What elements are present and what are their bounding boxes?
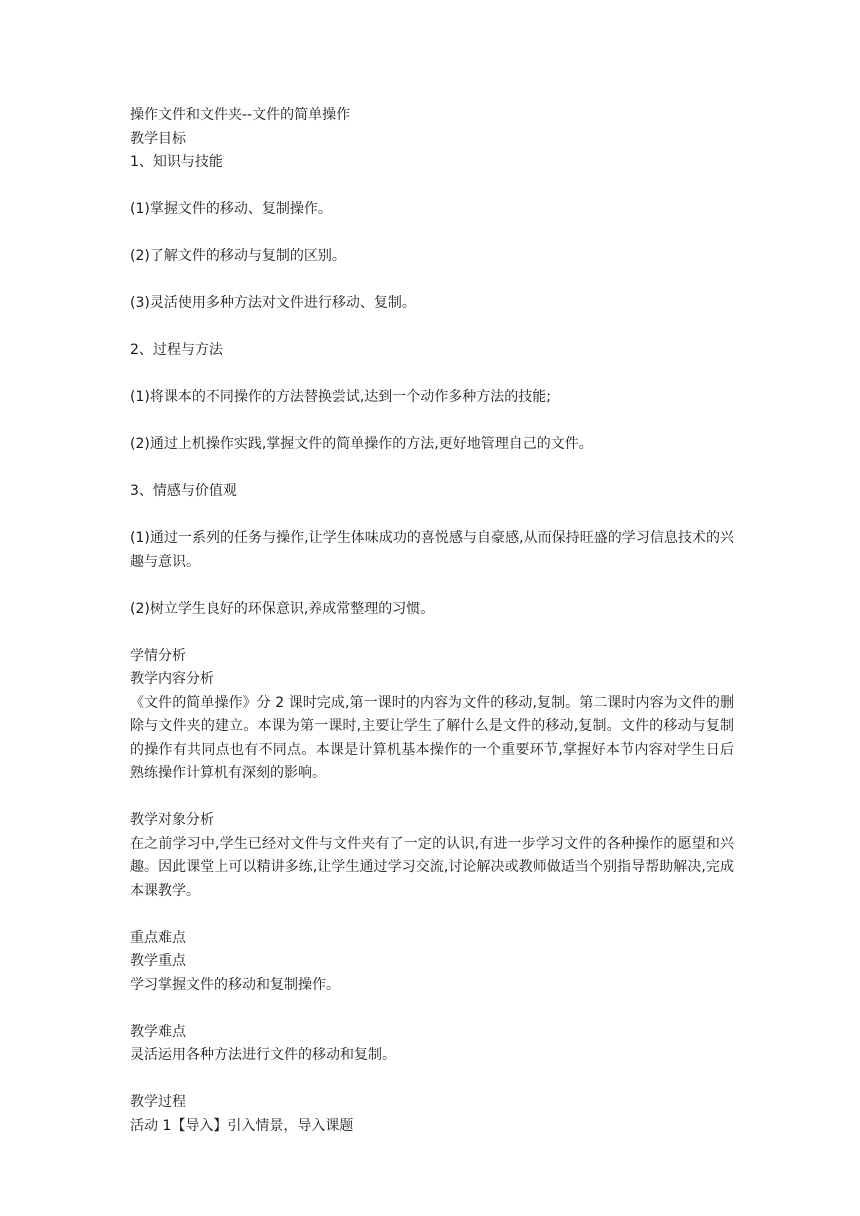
blank-line xyxy=(130,504,734,528)
blank-line xyxy=(130,363,734,387)
section-heading-process: 教学过程 xyxy=(130,1094,186,1110)
blank-line xyxy=(130,574,734,598)
blank-line xyxy=(130,903,734,927)
blank-line xyxy=(130,269,734,293)
object-analysis-paragraph: 在之前学习中,学生已经对文件与文件夹有了一定的认识,有进一步学习文件的各种操作的愿望和兴趣。因此课堂上可以精讲多练,让学生通过学习交流,讨论解决或教师做适当个别指导帮助解决,完成本课教学。 xyxy=(130,835,734,899)
document-title: 操作文件和文件夹--文件的简单操作 xyxy=(130,107,351,123)
goal-item: (1)通过一系列的任务与操作,让学生体味成功的喜悦感与自豪感,从而保持旺盛的学习信息技术的兴趣与意识。 xyxy=(130,530,734,570)
subsection-heading-difficulty: 教学难点 xyxy=(130,1023,186,1040)
subsection-heading-content-analysis: 教学内容分析 xyxy=(130,671,214,687)
blank-line xyxy=(130,1068,734,1092)
subsection-heading-emotion-values: 3、情感与价值观 xyxy=(130,483,237,499)
goal-item: (2)通过上机操作实践,掌握文件的简单操作的方法,更好地管理自己的文件。 xyxy=(130,436,593,452)
difficulty-text: 灵活运用各种方法进行文件的移动和复制。 xyxy=(130,1047,396,1063)
blank-line xyxy=(130,175,734,199)
focus-text: 学习掌握文件的移动和复制操作。 xyxy=(130,976,340,993)
blank-line xyxy=(130,786,734,810)
subsection-heading-focus: 教学重点 xyxy=(130,953,186,969)
goal-item: (1)掌握文件的移动、复制操作。 xyxy=(130,201,332,217)
goal-item: (1)将课本的不同操作的方法替换尝试,达到一个动作多种方法的技能; xyxy=(130,389,551,405)
blank-line xyxy=(130,222,734,246)
subsection-heading-object-analysis: 教学对象分析 xyxy=(130,812,214,828)
blank-line xyxy=(130,997,734,1021)
section-heading-keypoints: 重点难点 xyxy=(130,929,186,946)
document-page xyxy=(130,104,734,1138)
section-heading-analysis: 学情分析 xyxy=(130,647,186,664)
goal-item: (2)树立学生良好的环保意识,养成常整理的习惯。 xyxy=(130,600,435,617)
goal-item: (3)灵活使用多种方法对文件进行移动、复制。 xyxy=(130,295,416,311)
blank-line xyxy=(130,410,734,434)
content-analysis-paragraph: 《文件的简单操作》分 2 课时完成,第一课时的内容为文件的移动,复制。第二课时内容为文件的删除与文件夹的建立。本课为第一课时,主要让学生了解什么是文件的移动,复制。文件的移动与复制的操作有共同点也有不同点。本课是计算机基本操作的一个重要环节,掌握好本节内容对学生日后熟练操作计算机有深刻的影响。 xyxy=(130,694,734,781)
goal-item: (2)了解文件的移动与复制的区别。 xyxy=(130,248,346,264)
activity-line: 活动 1【导入】引入情景，导入课题 xyxy=(130,1117,354,1134)
blank-line xyxy=(130,621,734,645)
subsection-heading-process-method: 2、过程与方法 xyxy=(130,342,223,358)
section-heading-goals: 教学目标 xyxy=(130,130,186,147)
blank-line xyxy=(130,316,734,340)
subsection-heading-knowledge: 1、知识与技能 xyxy=(130,154,223,170)
blank-line xyxy=(130,457,734,481)
